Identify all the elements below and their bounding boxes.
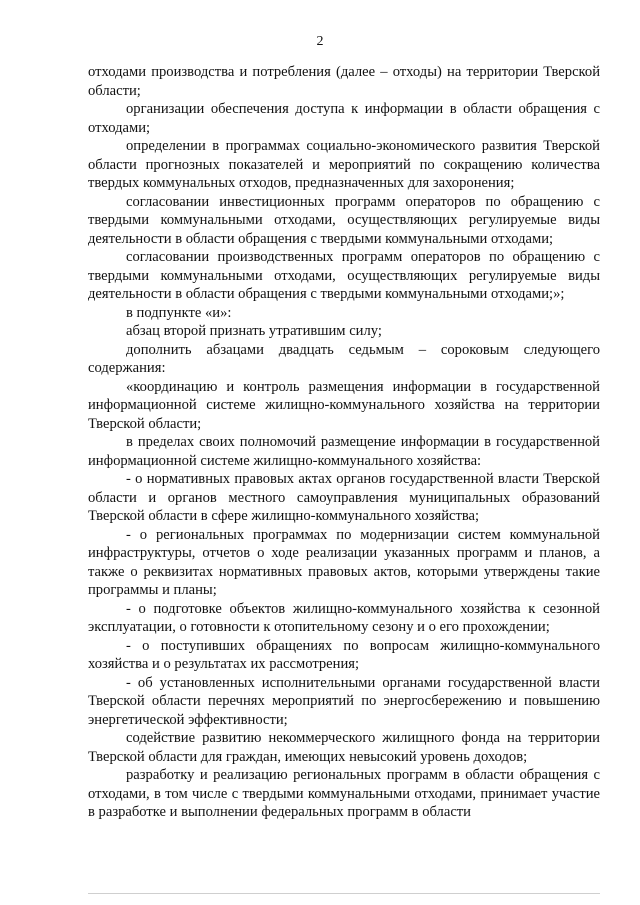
paragraph-2: организации обеспечения доступа к информации в области обращения с отходами; bbox=[88, 101, 600, 136]
paragraph-11: - о нормативных правовых актах органов государственной власти Тверской области и органов местного самоуправления муниципальных образований Тверской области в сфере жилищно-коммунального хозяйства; bbox=[88, 471, 600, 524]
page-number: 2 bbox=[316, 34, 324, 49]
paragraph-8: дополнить абзацами двадцать седьмым – сороковым следующего содержания: bbox=[88, 341, 600, 376]
paragraph-1: отходами производства и потребления (далее – отходы) на территории Тверской области; bbox=[88, 64, 600, 99]
paragraph-14: - о поступивших обращениях по вопросам жилищно-коммунального хозяйства и о результатах их рассмотрения; bbox=[88, 637, 600, 672]
paragraph-10: в пределах своих полномочий размещение информации в государственной информационной системе жилищно-коммунального хозяйства: bbox=[88, 434, 600, 469]
paragraph-3: определении в программах социально-экономического развития Тверской области прогнозных показателей и мероприятий по сокращению количества твердых коммунальных отходов, предназначенных для захоронения; bbox=[88, 138, 600, 191]
page-bottom-rule bbox=[88, 893, 600, 894]
paragraph-12: - о региональных программах по модернизации систем коммунальной инфраструктуры, отчетов о ходе реализации указанных программ и планов, а также о реквизитах нормативных правовых актов, которыми утверждены такие программы и планы; bbox=[88, 526, 600, 598]
paragraph-13: - о подготовке объектов жилищно-коммунального хозяйства к сезонной эксплуатации, о готовности к отопительному сезону и о его прохождении; bbox=[88, 600, 600, 635]
paragraph-16: содействие развитию некоммерческого жилищного фонда на территории Тверской области для граждан, имеющих невысокий уровень доходов; bbox=[88, 730, 600, 765]
paragraph-17: разработку и реализацию региональных программ в области обращения с отходами, в том числе с твердыми коммунальными отходами, принимает участие в разработке и выполнении федеральных программ в области bbox=[88, 767, 600, 820]
paragraph-4: согласовании инвестиционных программ операторов по обращению с твердыми коммунальными отходами, осуществляющих регулируемые виды деятельности в области обращения с твердыми коммунальными отходами; bbox=[88, 193, 600, 247]
paragraph-15: - об установленных исполнительными органами государственной власти Тверской области перечнях мероприятий по энергосбережению и повышению энергетической эффективности; bbox=[88, 674, 600, 728]
paragraph-9: «координацию и контроль размещения информации в государственной информационной системе жилищно-коммунального хозяйства на территории Тверской области; bbox=[88, 378, 600, 432]
paragraph-5: согласовании производственных программ операторов по обращению с твердыми коммунальными отходами, осуществляющих регулируемые виды деятельности в области обращения с твердыми коммунальными отходами;»; bbox=[88, 249, 600, 302]
document-body bbox=[88, 63, 600, 822]
paragraph-6: в подпункте «и»: bbox=[126, 304, 232, 321]
paragraph-7: абзац второй признать утратившим силу; bbox=[126, 323, 382, 339]
